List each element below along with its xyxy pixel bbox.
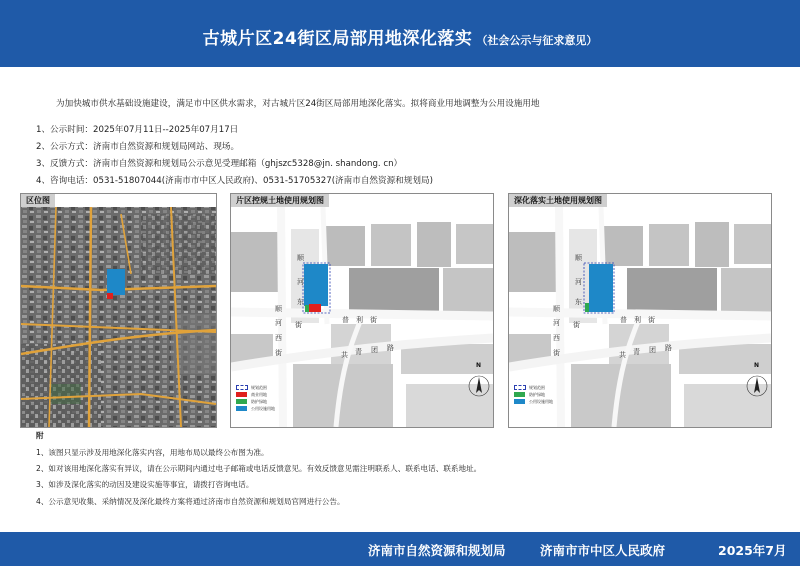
- road-label: 街: [295, 321, 302, 329]
- refined-plan-title: 深化落实土地使用规划图: [509, 194, 607, 207]
- note-item: 3、如涉及深化落实的动因及建设实施等事宜，请拨打咨询电话。: [36, 480, 254, 489]
- commercial-swatch: [236, 392, 247, 397]
- boundary-swatch: [514, 385, 526, 390]
- road-label: 青: [355, 348, 362, 356]
- site-commercial-block: [107, 293, 113, 299]
- footer-banner: [0, 532, 800, 566]
- intro-paragraph: 为加快城市供水基础设施建设，满足市中区供水需求，对古城片区24街区局部用地深化落实。拟将商业用地调整为公用设施用地: [56, 99, 540, 109]
- road-label: 顺: [297, 254, 304, 262]
- notes-heading: 附: [36, 431, 44, 440]
- road-label: 路: [665, 344, 672, 352]
- aerial-map: [21, 194, 216, 427]
- road-label: 街: [573, 321, 580, 329]
- road-label: 街: [370, 316, 377, 324]
- road-label: 利: [634, 316, 641, 324]
- north-label: N: [476, 362, 482, 369]
- footer-date: 2025年7月: [718, 543, 787, 558]
- road-label: 共: [341, 351, 348, 359]
- road-label: 团: [371, 346, 378, 354]
- road-label: 共: [619, 351, 626, 359]
- road-label: 河: [297, 278, 304, 286]
- road-label: 东: [297, 298, 304, 306]
- boundary-swatch: [236, 385, 248, 390]
- green-buffer-block: [305, 305, 309, 312]
- road-label: 团: [649, 346, 656, 354]
- footer-org-government: 济南市市中区人民政府: [540, 543, 666, 558]
- green-buffer-block: [585, 303, 589, 312]
- road-label: 西: [553, 334, 560, 342]
- control-plan-title: 片区控规土地使用规划图: [231, 194, 329, 207]
- road-label: 河: [575, 278, 582, 286]
- road-label: 街: [275, 349, 282, 357]
- road-label: 东: [575, 298, 582, 306]
- note-item: 1、该图只显示涉及用地深化落实内容，用地布局以最终公布图为准。: [36, 448, 269, 457]
- road-label: 河: [553, 319, 560, 327]
- title-subtitle: （社会公示与征求意见）: [476, 34, 598, 47]
- location-map-title: 区位图: [21, 194, 55, 207]
- road-label: 河: [275, 319, 282, 327]
- utility-land-block: [304, 264, 328, 306]
- footer-org-planning: 济南市自然资源和规划局: [368, 543, 506, 558]
- notice-feedback: 3、反馈方式：济南市自然资源和规划局公示意见受理邮箱（ghjszc5328@jn. shandong. cn）: [36, 159, 403, 169]
- north-label: N: [754, 362, 760, 369]
- refined-plan-panel: 深化落实土地使用规划图 顺 河 东 顺 河 西 街 街 普 利 街 共 青 团 路 N 规划范围 防护绿地 公用设施用地: [508, 193, 772, 428]
- road-label: 街: [553, 349, 560, 357]
- notice-phone: 4、咨询电话：0531-51807044(济南市市中区人民政府)、0531-51705327(济南市自然资源和规划局): [36, 176, 433, 186]
- site-utility-block: [107, 269, 125, 295]
- road-label: 路: [387, 344, 394, 352]
- road-label: 青: [633, 348, 640, 356]
- road-label: 利: [356, 316, 363, 324]
- page-title: [0, 24, 800, 49]
- green-swatch: [236, 399, 247, 404]
- road-label: 顺: [275, 305, 282, 313]
- location-map-panel: [20, 193, 217, 428]
- refined-plan-map: [509, 194, 771, 427]
- road-label: 顺: [575, 254, 582, 262]
- title-main: 古城片区24街区局部用地深化落实: [202, 29, 473, 49]
- road-label: 顺: [553, 305, 560, 313]
- note-item: 2、如对该用地深化落实有异议，请在公示期间内通过电子邮箱或电话反馈意见。有效反馈意见需注明联系人、联系电话、联系地址。: [36, 464, 482, 473]
- road-label: 普: [342, 316, 349, 324]
- utility-land-block: [589, 264, 613, 312]
- utility-swatch: [236, 406, 247, 411]
- utility-swatch: [514, 399, 525, 404]
- note-item: 4、公示意见收集、采纳情况及深化最终方案将通过济南市自然资源和规划局官网进行公告。: [36, 497, 345, 506]
- notice-method: 2、公示方式：济南市自然资源和规划局网站、现场。: [36, 142, 240, 152]
- road-label: 西: [275, 334, 282, 342]
- notice-period: 1、公示时间：2025年07月11日--2025年07月17日: [36, 125, 239, 135]
- road-label: 普: [620, 316, 627, 324]
- control-plan-panel: 片区控规土地使用规划图 顺 河 东 顺 河 西 街 街 普 利 街 共 青 团 路 N 规划范围 商业用地 防护绿地 公用设施用地: [230, 193, 494, 428]
- commercial-land-block: [309, 304, 321, 312]
- green-swatch: [514, 392, 525, 397]
- control-plan-map: [231, 194, 493, 427]
- road-label: 街: [648, 316, 655, 324]
- header-banner: [0, 0, 800, 67]
